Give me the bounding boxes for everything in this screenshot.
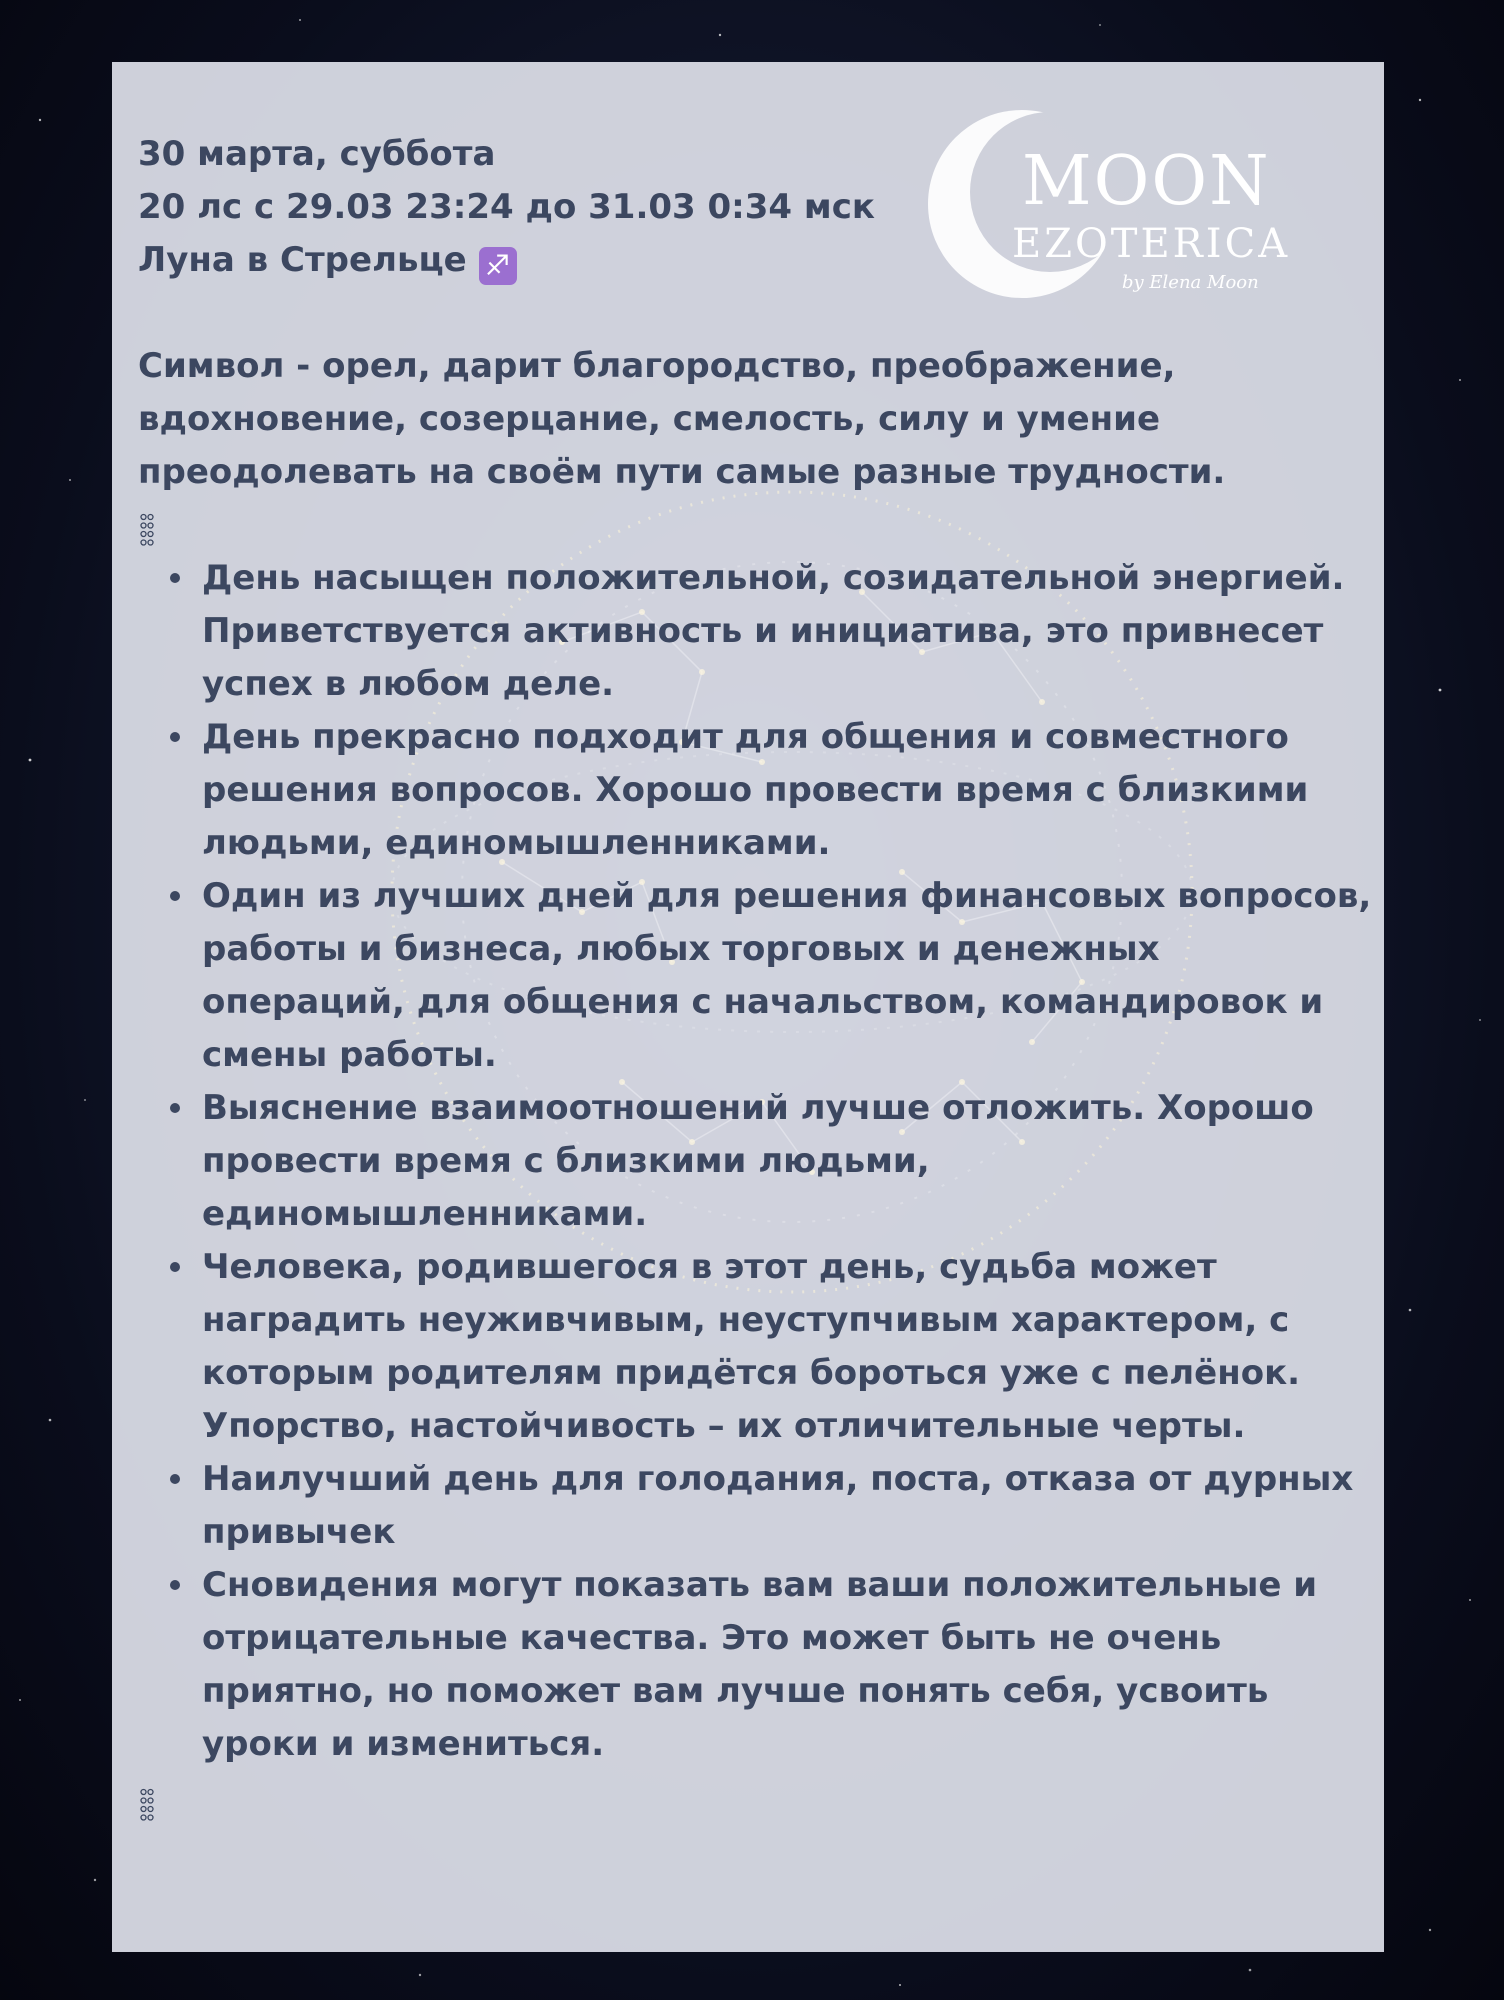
- list-item-text: Человека, родившегося в этот день, судьба может наградить неуживчивым, неуступчивым характером, с которым родителям придётся бороться уже с пелёнок. Упорство, настойчивость – их отличительные черты.: [202, 1247, 1301, 1446]
- bullet-icon: [170, 573, 180, 583]
- list-item: [202, 1559, 1372, 1771]
- lunar-day-line: 20 лс с 29.03 23:24 до 31.03 0:34 мск: [138, 187, 875, 227]
- logo-title: MOON: [1022, 142, 1271, 221]
- list-item: [202, 552, 1372, 711]
- date-heading: 30 марта, суббота: [138, 134, 496, 174]
- list-item: [202, 1082, 1372, 1241]
- horoscope-card: [112, 62, 1384, 1952]
- list-item: [202, 711, 1372, 870]
- recommendations-list: [138, 552, 1372, 1771]
- separator: [138, 499, 1358, 552]
- bullet-icon: [170, 891, 180, 901]
- list-item-text: День насыщен положительной, созидательной энергией. Приветствуется активность и инициатива, это привнесет успех в любом деле.: [202, 558, 1345, 704]
- moon-sign-text: Луна в Стрельце: [138, 240, 467, 280]
- symbol-paragraph: Символ - орел, дарит благородство, преображение, вдохновение, созерцание, смелость, силу и умение преодолевать на своём пути самые разные трудности.: [138, 346, 1226, 492]
- bullet-icon: [170, 1580, 180, 1590]
- moon-sign-line: [138, 234, 1358, 287]
- bullet-icon: [170, 1262, 180, 1272]
- horoscope-content: [138, 128, 1372, 1771]
- list-item-text: Сновидения могут показать вам ваши положительные и отрицательные качества. Это может быть не очень приятно, но поможет вам лучше понять себя, усвоить уроки и измениться.: [202, 1565, 1318, 1764]
- list-item: [202, 1453, 1372, 1559]
- bullet-icon: [170, 1474, 180, 1484]
- logo-subtitle: EZOTERICA: [1012, 221, 1291, 267]
- bullet-icon: [170, 1103, 180, 1113]
- dots-separator-icon: [140, 1788, 154, 1822]
- list-item-text: Наилучший день для голодания, поста, отказа от дурных привычек: [202, 1459, 1354, 1552]
- list-item: [202, 1241, 1372, 1453]
- list-item: [202, 870, 1372, 1082]
- list-item-text: Один из лучших дней для решения финансовых вопросов, работы и бизнеса, любых торговых и денежных операций, для общения с начальством, командировок и смены работы.: [202, 876, 1372, 1075]
- bullet-icon: [170, 732, 180, 742]
- logo-byline: by Elena Moon: [1122, 272, 1259, 293]
- list-item-text: Выяснение взаимоотношений лучше отложить. Хорошо провести время с близкими людьми, единомышленниками.: [202, 1088, 1314, 1234]
- list-item-text: День прекрасно подходит для общения и совместного решения вопросов. Хорошо провести время с близкими людьми, единомышленниками.: [202, 717, 1309, 863]
- dots-separator-icon: [140, 513, 154, 547]
- sagittarius-icon: ♐: [479, 247, 517, 285]
